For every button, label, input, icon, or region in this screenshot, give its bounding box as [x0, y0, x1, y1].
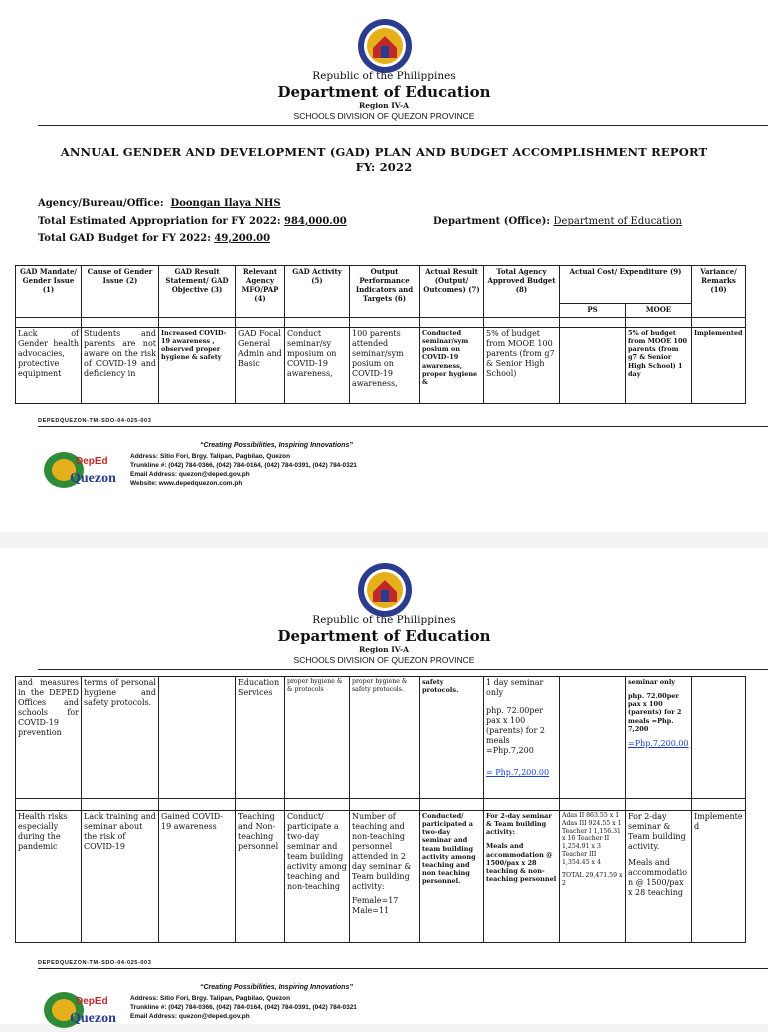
col-header-9: Actual Cost/ Expenditure (9) [560, 266, 692, 304]
col-header-8: Total Agency Approved Budget (8) [484, 266, 560, 318]
cell-gender-issue: Health risks especially during the pandemic [16, 811, 82, 943]
col-header-2: Cause of Gender Issue (2) [82, 266, 159, 318]
cell-mooe: 5% of budget from MOOE 100 parents (from g7 & Senior High School) 1 day [626, 328, 692, 404]
col-header-3: GAD Result Statement/ GAD Objective (3) [159, 266, 236, 318]
col-header-1: GAD Mandate/ Gender Issue (1) [16, 266, 82, 318]
department-title: Department of Education [277, 83, 491, 101]
svg-text:Quezon: Quezon [70, 471, 116, 486]
footer-address: Address: Sitio Fori, Brgy. Talipan, Pagbilao, Quezon [130, 995, 291, 1002]
budget-total-link[interactable]: = Php.7,200.00 [486, 768, 550, 777]
department-value: Department of Education [553, 216, 682, 227]
region-line: Region IV-A [359, 101, 409, 110]
gad-budget-line [38, 233, 270, 244]
budget-activity: For 2-day seminar & Team building activity: [486, 812, 552, 837]
mooe-computation: php. 72.00per pax x 100 (parents) for 2 meals =Php. 7,200 [628, 692, 682, 733]
cell-mooe [626, 811, 692, 943]
cell-ps [560, 811, 626, 943]
header-divider [38, 669, 768, 670]
appropriation-label: Total Estimated Appropriation for FY 2022: [38, 216, 281, 227]
cell-mfo-pap: Teaching and Non-teaching personnel [236, 811, 285, 943]
footer-email: Email Address: quezon@deped.gov.ph [130, 1013, 250, 1021]
department-title: Department of Education [277, 627, 491, 645]
cell-approved-budget [484, 811, 560, 943]
indicator-text: Number of teaching and non-teaching personnel attended in 2 day seminar & Team building activity: [352, 812, 412, 891]
svg-text:DepEd: DepEd [76, 996, 108, 1007]
col-header-4: Relevant Agency MFO/PAP (4) [236, 266, 285, 318]
region-line: Region IV-A [359, 645, 409, 654]
svg-text:Quezon: Quezon [70, 1011, 116, 1026]
republic-line: Republic of the Philippines [312, 70, 456, 82]
division-line: SCHOOLS DIVISION OF QUEZON PROVINCE [293, 655, 475, 665]
col-header-7: Actual Result (Output/ Outcomes) (7) [420, 266, 484, 318]
doc-number: DEPEDQUEZON-TM-SDO-04-025-003 [38, 960, 152, 966]
slogan: “Creating Possibilities, Inspiring Innovations” [200, 442, 353, 449]
republic-line: Republic of the Philippines [312, 614, 456, 626]
cell-ps [560, 328, 626, 404]
agency-value: Doongan Ilaya NHS [170, 198, 281, 209]
footer-trunkline: Trunkline #: (042) 784-0366, (042) 784-0164, (042) 784-0391, (042) 784-0321 [130, 462, 357, 470]
cell-indicators: 100 parents attended seminar/sym posium on COVID-19 awareness, [350, 328, 420, 404]
cell-cause: Lack training and seminar about the risk of COVID-19 [82, 811, 159, 943]
gad-budget-label: Total GAD Budget for FY 2022: [38, 233, 211, 244]
footer-website: Website: www.depedquezon.com.ph [130, 480, 243, 488]
footer-divider [38, 426, 768, 427]
ps-total: TOTAL 29,471.59 x 2 [562, 872, 623, 887]
col-header-10: Variance/ Remarks (10) [692, 266, 746, 318]
cell-mfo-pap: GAD Focal General Admin and Basic [236, 328, 285, 404]
slogan: “Creating Possibilities, Inspiring Innovations” [200, 984, 353, 991]
mooe-total-link[interactable]: =Php.7,200.00 [628, 738, 689, 748]
cell-cause: terms of personal hygiene and safety protocols. [82, 677, 159, 799]
header-divider [38, 125, 768, 126]
table-row [16, 677, 746, 799]
budget-duration: 1 day seminar only [486, 678, 544, 697]
mooe-meals: Meals and accommodation @ 1500/pax x 28 teaching [628, 858, 688, 897]
agency-line [38, 198, 281, 209]
cell-gender-issue: Lack of Gender health advocacies, protective equipment [16, 328, 82, 404]
deped-seal-icon [357, 562, 413, 618]
budget-meals: Meals and accommodation @ 1500/pax x 28 teaching & non-teaching personnel [486, 842, 557, 883]
cell-activity: Conduct seminar/sy mposium on COVID-19 awareness, [285, 328, 350, 404]
cell-result-statement: Gained COVID-19 awareness [159, 811, 236, 943]
cell-remarks [692, 677, 746, 799]
ps-breakdown: Adas II 863.55 x 1 Adas III 924.55 x 1 Teacher I 1,156.31 x 16 Teacher II 1,254.91 x 3 Teacher III 1,354.45 x 4 [562, 812, 622, 866]
cell-gender-issue: and measures in the DEPED Offices and schools for COVID-19 prevention [16, 677, 82, 799]
cell-result-statement [159, 677, 236, 799]
appropriation-value: 984,000.00 [284, 216, 347, 227]
footer-email: Email Address: quezon@deped.gov.ph [130, 471, 250, 479]
deped-quezon-logo-icon [40, 448, 118, 492]
cell-mooe [626, 677, 692, 799]
cell-actual-result: Conducted/ participated a two-day seminar and team building activity among teaching and non teaching personnel. [420, 811, 484, 943]
cell-activity: Conduct/ participate a two-day seminar and team building activity among teaching and non-teaching [285, 811, 350, 943]
cell-indicators [350, 811, 420, 943]
cell-actual-result: safety protocols. [420, 677, 484, 799]
cell-ps [560, 677, 626, 799]
cell-remarks: Implemented [692, 328, 746, 404]
department-label: Department (Office): [433, 216, 551, 227]
footer-address: Address: Sitio Fori, Brgy. Talipan, Pagbilao, Quezon [130, 453, 291, 460]
deped-quezon-logo-icon [40, 988, 118, 1032]
deped-seal-icon [357, 18, 413, 74]
cell-approved-budget [484, 677, 560, 799]
gad-table-page-1 [15, 265, 746, 404]
gad-table-page-2 [15, 676, 746, 943]
indicator-counts: Female=17 Male=11 [352, 896, 399, 915]
footer-divider [38, 968, 768, 969]
agency-label: Agency/Bureau/Office: [38, 198, 164, 209]
sub-header-ps: PS [560, 304, 626, 318]
col-header-6: Output Performance Indicators and Targets (6) [350, 266, 420, 318]
report-fy: FY: 2022 [355, 160, 413, 174]
cell-mfo-pap: Education Services [236, 677, 285, 799]
footer-trunkline: Trunkline #: (042) 784-0366, (042) 784-0164, (042) 784-0391, (042) 784-0321 [130, 1004, 357, 1012]
division-line: SCHOOLS DIVISION OF QUEZON PROVINCE [293, 111, 475, 121]
cell-cause: Students and parents are not aware on the risk of COVID-19 and deficiency in [82, 328, 159, 404]
report-title: ANNUAL GENDER AND DEVELOPMENT (GAD) PLAN AND BUDGET ACCOMPLISHMENT REPORT [60, 145, 708, 159]
budget-computation: php. 72.00per pax x 100 (parents) for 2 meals =Php.7,200 [486, 706, 545, 755]
svg-text:DepEd: DepEd [76, 456, 108, 467]
mooe-duration: seminar only [628, 678, 676, 686]
sub-header-mooe: MOOE [626, 304, 692, 318]
gad-budget-value: 49,200.00 [214, 233, 271, 244]
cell-approved-budget: 5% of budget from MOOE 100 parents (from g7 & Senior High School) [484, 328, 560, 404]
footer-contact [130, 452, 357, 488]
table-header-row [16, 266, 746, 304]
cell-actual-result: Conducted seminar/sym posium on COVID-19 awareness, proper hygiene & [420, 328, 484, 404]
col-header-5: GAD Activity (5) [285, 266, 350, 318]
cell-result-statement: Increased COVID-19 awareness , observed proper hygiene & safety [159, 328, 236, 404]
mooe-activity: For 2-day seminar & Team building activity. [628, 812, 686, 851]
cell-remarks: Implemented [692, 811, 746, 943]
cell-indicators: proper hygiene & safety protocols. [350, 677, 420, 799]
appropriation-line [38, 216, 347, 227]
doc-number: DEPEDQUEZON-TM-SDO-04-025-003 [38, 418, 152, 424]
page-2 [0, 548, 768, 1024]
department-line [433, 216, 682, 227]
table-row [16, 811, 746, 943]
table-row [16, 328, 746, 404]
cell-activity: proper hygiene & & protocols [285, 677, 350, 799]
footer-contact [130, 994, 357, 1021]
